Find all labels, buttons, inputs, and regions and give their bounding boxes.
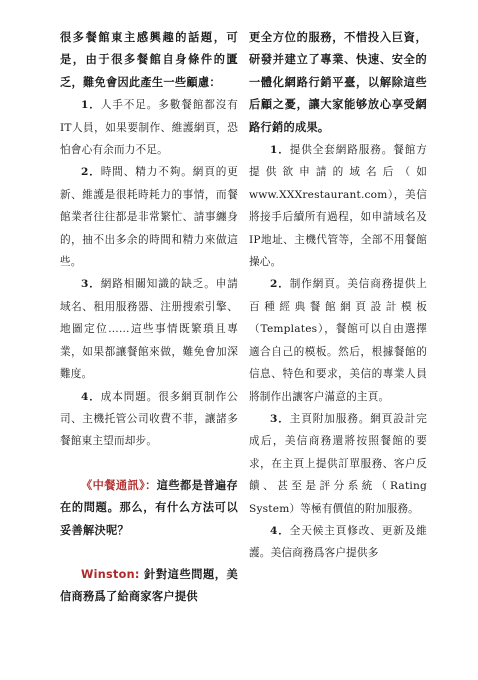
answer-text: 針對這些問題，美信商務爲了給商家客户提供 (60, 567, 238, 604)
question-lead: 《中餐通訊》： (81, 478, 157, 492)
point-text: 提供全套網路服務。餐館方提供欲申請的域名后（如www.XXXrestaurant.com），美信將接手后續所有過程，如申請域名及IP地址、主機代管等，全部不用餐館操心。 (249, 144, 427, 269)
point-number: 3． (81, 278, 101, 291)
service-2 (249, 273, 427, 407)
question-paragraph (60, 475, 238, 542)
point-3 (60, 273, 238, 385)
point-number: 2． (270, 278, 290, 291)
point-text: 時間、精力不夠。網頁的更新、維護是很耗時耗力的事情，而餐館業者往往都是非常繁忙、請事纏身的，抽不出多余的時間和精力來做這些。 (60, 166, 238, 269)
service-1 (249, 139, 427, 273)
intro-paragraph: 很多餐館東主感興趣的話題，可是，由于很多餐館自身條件的匱乏，難免會因此產生一些顧慮： (60, 31, 238, 89)
service-3 (249, 408, 427, 520)
point-number: 1． (81, 99, 101, 112)
service-4 (249, 520, 427, 565)
answer-lead: Winston: (81, 567, 140, 581)
point-2 (60, 161, 238, 273)
left-column (60, 27, 238, 609)
point-number: 2． (81, 166, 101, 179)
point-text: 制作網頁。美信商務提供上百種經典餐館網頁設計模板（Templates），餐館可以自由選擇適合自己的模板。然后，根據餐館的信息、特色和要求，美信的專業人員將制作出讓客户滿意的主頁。 (249, 278, 427, 403)
question-text: 這些都是普遍存在的問題。那么，有什么方法可以妥善解決呢？ (60, 478, 238, 537)
point-number: 1． (270, 144, 290, 157)
point-text: 人手不足。多數餐館都沒有IT人員，如果要制作、維護網頁，恐怕會心有余而力不足。 (60, 99, 238, 157)
answer-paragraph (60, 564, 238, 609)
point-text: 全天候主頁修改、更新及維護。美信商務爲客户提供多 (249, 524, 427, 560)
answer-continued: 更全方位的服務，不惜投入巨資，研發并建立了專業、快速、安全的一體化網路行銷平臺，以解除這些后顧之憂，讓大家能够放心享受網路行銷的成果。 (249, 31, 427, 134)
point-4 (60, 386, 238, 453)
point-number: 3． (270, 412, 290, 425)
point-text: 主頁附加服務。網頁設計完成后，美信商務還將按照餐館的要求，在主頁上提供訂單服務、客户反饋、甚至是評分系統（Rating System）等極有價值的附加服務。 (249, 412, 427, 515)
right-column (249, 27, 427, 565)
point-number: 4． (270, 524, 290, 537)
point-1 (60, 94, 238, 161)
point-text: 網路相關知識的缺乏。申請域名、租用服務器、注册搜索引擎、地圖定位……這些事情既繁瑣且專業，如果都讓餐館來做，難免會加深難度。 (60, 278, 238, 381)
point-text: 成本問題。很多網頁制作公司、主機托管公司收費不菲，讓諸多餐館東主望而却步。 (60, 390, 238, 448)
point-number: 4． (81, 390, 101, 403)
